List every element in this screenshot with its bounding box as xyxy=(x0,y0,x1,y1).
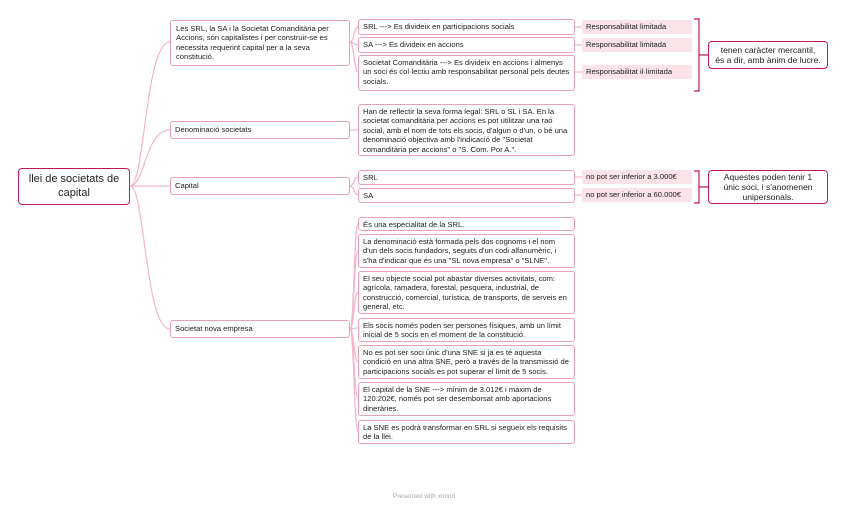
capital-sa[interactable] xyxy=(358,188,575,203)
capital-srl-text: SRL xyxy=(363,173,378,182)
root-topic[interactable] xyxy=(18,168,130,205)
sne-item[interactable] xyxy=(358,382,575,416)
type-sa-responsibility xyxy=(582,38,692,52)
sne-item[interactable] xyxy=(358,345,575,379)
capital-summary-bracket xyxy=(694,171,708,203)
capital-srl-minimum-text: no pot ser inferior a 3.000€ xyxy=(586,172,677,181)
intro-topic[interactable] xyxy=(170,20,350,66)
sne-item[interactable] xyxy=(358,271,575,314)
types-summary-bracket xyxy=(694,19,708,91)
sne-item[interactable] xyxy=(358,318,575,342)
sne-label: Societat nova empresa xyxy=(175,324,253,334)
type-comanditaria[interactable] xyxy=(358,55,575,91)
sne-item-text: Els socis només poden ser persones físiques, amb un límit inicial de 5 socis en el moment de la constitució. xyxy=(363,321,561,340)
intro-text: Les SRL, la SA i la Societat Comanditària per Accions, són capitalistes i per construir-se es necessita requerint capital per a la seva constitució. xyxy=(176,24,329,62)
denominacio-topic[interactable] xyxy=(170,121,350,139)
capital-srl-minimum xyxy=(582,170,692,184)
capital-srl[interactable] xyxy=(358,170,575,185)
type-comanditaria-responsibility xyxy=(582,65,692,79)
denominacio-detail-text: Han de reflectir la seva forma legal: SRL o SL i SA. En la societat comanditària per accions es pot utilitzar una raó social, amb el nom de tots els socis, d'algun o d'un, o bé una denominació objectiva amb l'indicació de "Societat comanditària per accions" o "S. Com. Por A.". xyxy=(363,107,568,154)
type-comanditaria-responsibility-text: Responsabilitat il·limitada xyxy=(586,67,673,76)
capital-label: Capital xyxy=(175,181,199,191)
capital-topic[interactable] xyxy=(170,177,350,195)
capital-sa-minimum xyxy=(582,188,692,202)
type-srl[interactable] xyxy=(358,19,575,35)
types-summary-text: tenen caràcter mercantil, és a dir, amb ànim de lucre. xyxy=(715,44,821,65)
type-sa[interactable] xyxy=(358,37,575,53)
root-title: llei de societats de capital xyxy=(28,172,120,199)
capital-summary-text: Aquestes poden tenir 1 únic soci, i s'anomenen unipersonals. xyxy=(723,171,813,203)
sne-item[interactable] xyxy=(358,420,575,444)
sne-item[interactable] xyxy=(358,234,575,268)
footer-credit xyxy=(0,493,848,500)
sne-item-text: La denominació està formada pels dos cognoms i el nom d'un dels socis fundadors, seguits d'un codi alfanumèric, i s'ha d'indicar que és una "SL nova empresa" o "SLNE". xyxy=(363,237,557,265)
sne-item-text: El seu objecte social pot abastar diverses activitats, com: agrícola, ramadera, forestal, pesquera, industrial, de construcció, comercial, turística, de transports, de serveis en general, etc. xyxy=(363,274,567,312)
sne-item-text: És una especialitat de la SRL. xyxy=(363,220,465,229)
denominacio-detail[interactable] xyxy=(358,104,575,156)
type-sa-responsibility-text: Responsabilitat limitada xyxy=(586,40,667,49)
type-comanditaria-text: Societat Comanditària ---> Es divideix en accions i almenys un soci és col·lectiu amb responsabilitat personal pels deutes socials. xyxy=(363,58,570,86)
sne-item[interactable] xyxy=(358,217,575,231)
sne-topic[interactable] xyxy=(170,320,350,338)
denominacio-label: Denominació societats xyxy=(175,125,252,135)
sne-item-text: El capital de la SNE ---> mínim de 3.012€ i màxim de 120.202€, només pot ser desemborsat amb aportacions dineràries. xyxy=(363,385,552,413)
type-srl-responsibility-text: Responsabilitat limitada xyxy=(586,22,667,31)
type-srl-responsibility xyxy=(582,20,692,34)
capital-summary[interactable] xyxy=(708,170,828,204)
type-sa-text: SA ---> Es divideix en accions xyxy=(363,40,464,49)
footer-credit-text: Presented with xmind xyxy=(392,493,456,500)
types-summary[interactable] xyxy=(708,41,828,69)
type-srl-text: SRL ---> Es divideix en participacions socials xyxy=(363,22,515,31)
sne-item-text: No es pot ser soci únic d'una SNE si ja es té aquesta condició en una altra SNE, però a través de la transmissió de participacions socials es pot superar el límit de 5 socis. xyxy=(363,348,569,376)
capital-sa-minimum-text: no pot ser inferior a 60.000€ xyxy=(586,190,681,199)
sne-item-text: La SNE es podrà transformar en SRL si segueix els requisits de la llei. xyxy=(363,423,568,442)
capital-sa-text: SA xyxy=(363,191,374,200)
